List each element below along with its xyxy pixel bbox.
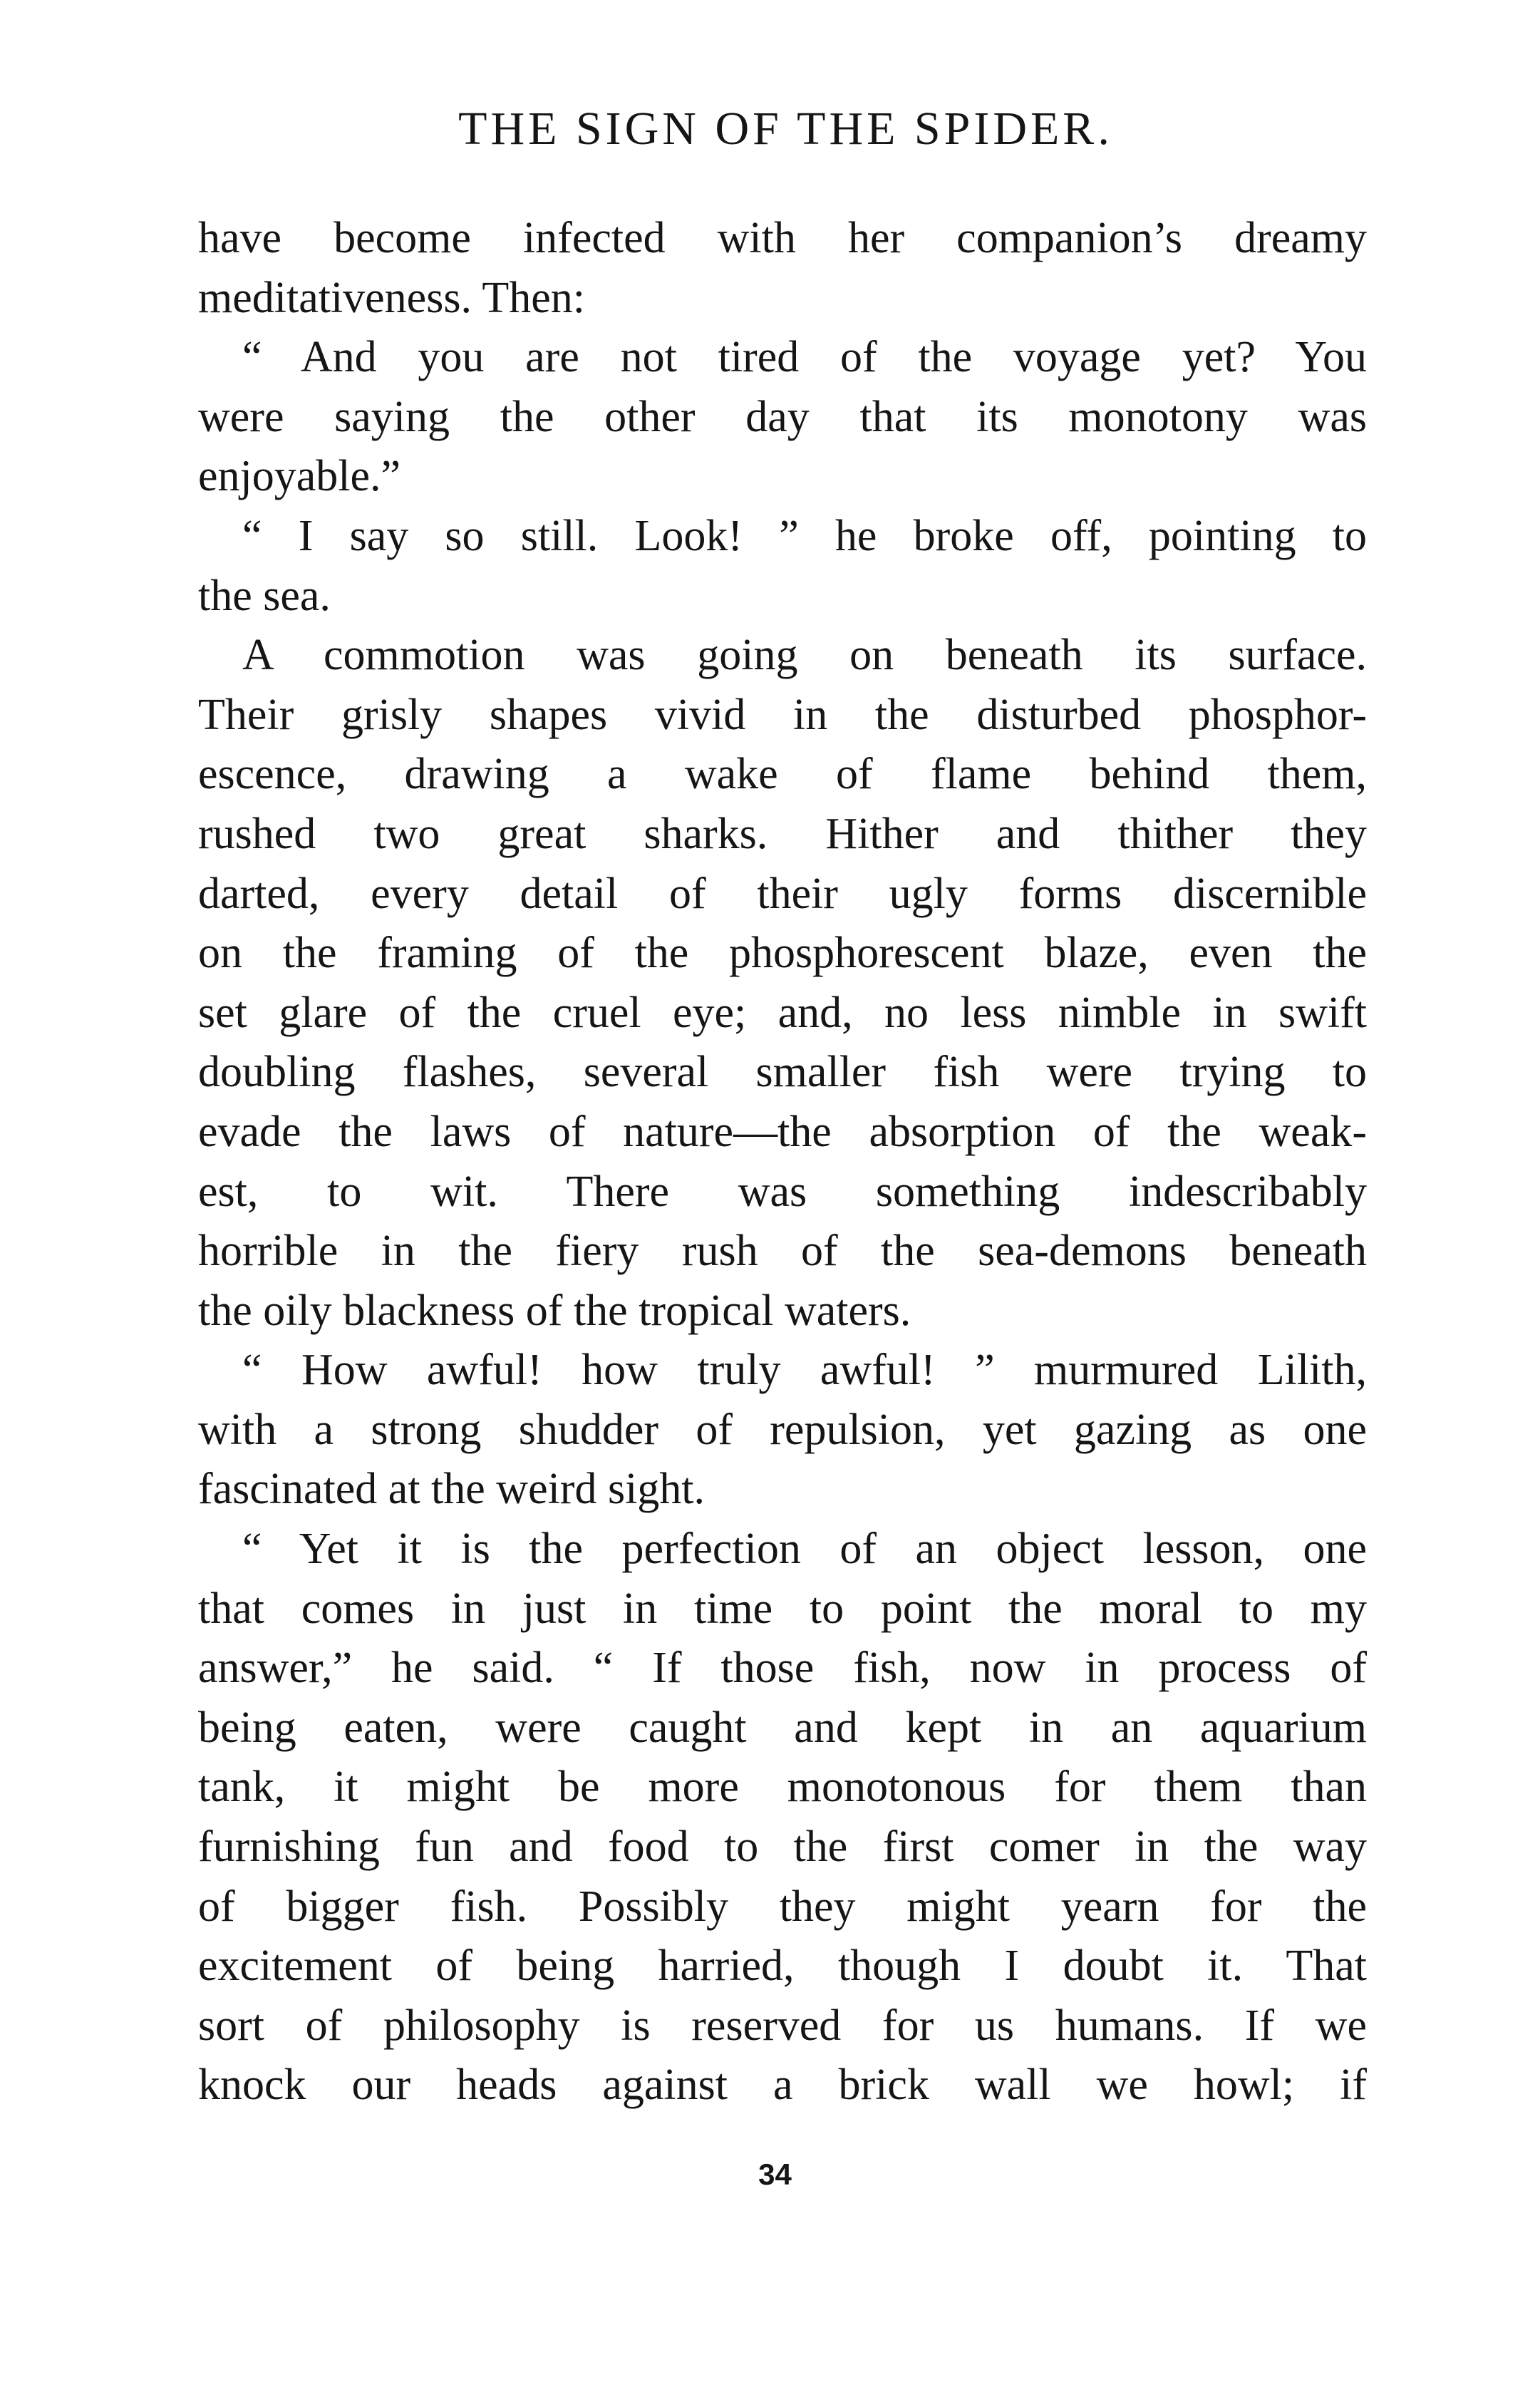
text-line: of bigger fish. Possibly they might yearn for the	[198, 1882, 1367, 1931]
text-line: on the framing of the phosphorescent blaze, even the	[198, 929, 1367, 978]
text-line: the sea.	[198, 571, 331, 620]
text-line: “ I say so still. Look! ” he broke off, pointing to	[242, 511, 1367, 560]
text-line: Their grisly shapes vivid in the disturbed phosphor-	[198, 690, 1367, 739]
text-line: fascinated at the weird sight.	[198, 1465, 706, 1514]
text-line: darted, every detail of their ugly forms discernible	[198, 869, 1367, 918]
text-line: enjoyable.”	[198, 452, 401, 501]
text-line: that comes in just in time to point the moral to my	[198, 1584, 1367, 1633]
text-line: est, to wit. There was something indescribably	[198, 1167, 1367, 1216]
body-text	[198, 209, 1367, 2115]
text-line: meditativeness. Then:	[198, 273, 585, 322]
running-head: THE SIGN OF THE SPIDER.	[458, 103, 1113, 155]
text-line: escence, drawing a wake of flame behind them,	[198, 750, 1367, 799]
text-line: A commotion was going on beneath its surface.	[242, 631, 1367, 680]
text-line: horrible in the fiery rush of the sea-demons beneath	[198, 1227, 1367, 1276]
page-number: 34	[758, 2158, 792, 2191]
text-line: rushed two great sharks. Hither and thither they	[198, 809, 1367, 858]
text-line: set glare of the cruel eye; and, no less nimble in swift	[198, 988, 1367, 1037]
text-line: tank, it might be more monotonous for them than	[198, 1763, 1367, 1812]
text-line: knock our heads against a brick wall we howl; if	[198, 2061, 1367, 2110]
text-line: “ Yet it is the perfection of an object lesson, one	[242, 1525, 1367, 1574]
text-line: “ And you are not tired of the voyage yet? You	[242, 333, 1367, 382]
text-line: have become infected with her companion’s dreamy	[198, 214, 1367, 262]
text-line: excitement of being harried, though I doubt it. That	[198, 1942, 1367, 1991]
text-line: evade the laws of nature—the absorption of the weak-	[198, 1107, 1367, 1156]
text-line: were saying the other day that its monotony was	[198, 392, 1367, 441]
text-line: “ How awful! how truly awful! ” murmured Lilith,	[242, 1346, 1367, 1395]
text-line: furnishing fun and food to the first comer in the way	[198, 1823, 1367, 1872]
text-line: the oily blackness of the tropical waters.	[198, 1286, 911, 1335]
text-line: being eaten, were caught and kept in an aquarium	[198, 1703, 1367, 1752]
text-line: doubling flashes, several smaller fish were trying to	[198, 1048, 1367, 1097]
text-line: answer,” he said. “ If those fish, now in process of	[198, 1644, 1367, 1693]
text-line: sort of philosophy is reserved for us humans. If we	[198, 2001, 1367, 2050]
text-line: with a strong shudder of repulsion, yet gazing as one	[198, 1405, 1367, 1454]
